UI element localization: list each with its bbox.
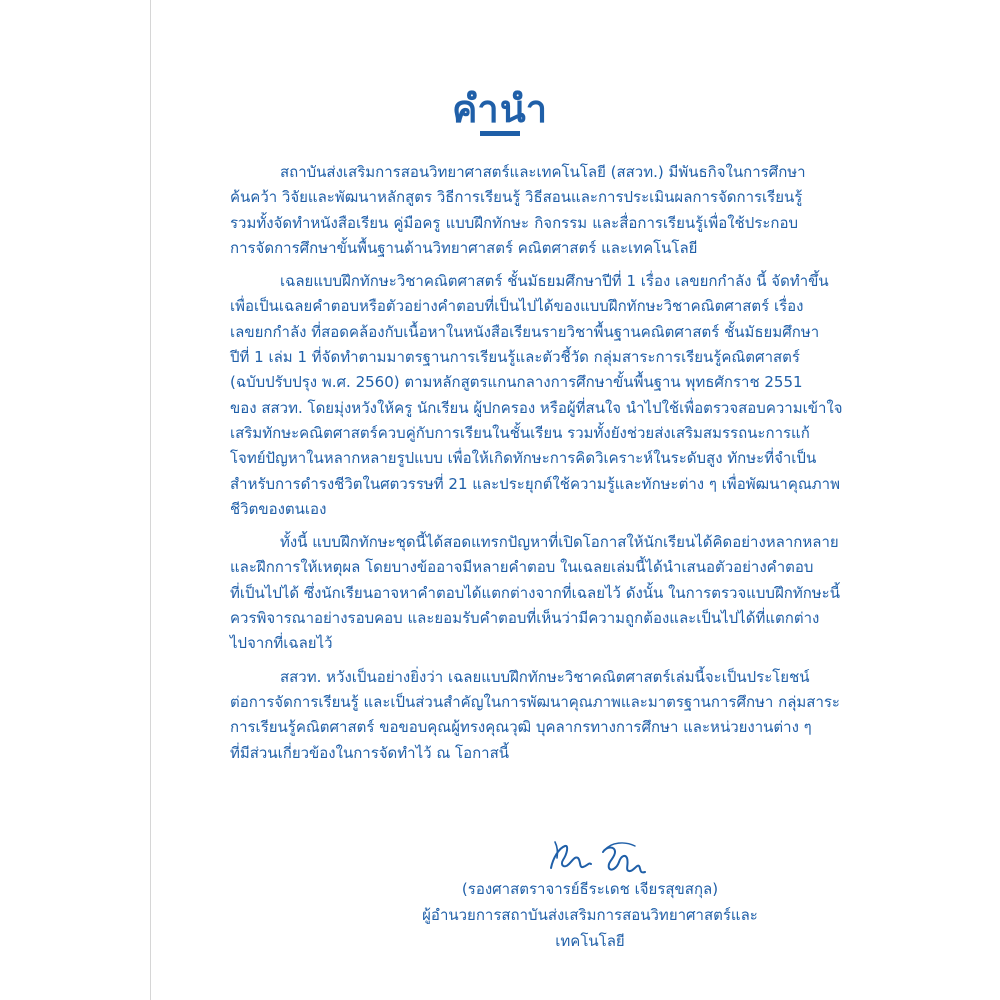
paragraph-line: การจัดการศึกษาขั้นพื้นฐานด้านวิทยาศาสตร์ คณิตศาสตร์ และเทคโนโลยี: [230, 238, 698, 257]
paragraph-line: (ฉบับปรับปรุง พ.ศ. 2560) ตามหลักสูตรแกนกลางการศึกษาขั้นพื้นฐาน พุทธศักราช 2551: [230, 373, 803, 392]
paragraph-line: เสริมทักษะคณิตศาสตร์ควบคู่กับการเรียนในชั้นเรียน รวมทั้งยังช่วยส่งเสริมสมรรถนะการแก้: [230, 423, 810, 442]
paragraph-line: สสวท. หวังเป็นอย่างยิ่งว่า เฉลยแบบฝึกทักษะวิชาคณิตศาสตร์เล่มนี้จะเป็นประโยชน์: [280, 667, 810, 686]
preface-body: [230, 160, 843, 766]
paragraph-line: ที่เป็นไปได้ ซึ่งนักเรียนอาจหาคำตอบได้แตกต่างจากที่เฉลยไว้ ดังนั้น ในการตรวจแบบฝึกทักษะนี้: [230, 583, 840, 602]
paragraph-line: ต่อการจัดการเรียนรู้ และเป็นส่วนสำคัญในการพัฒนาคุณภาพและมาตรฐานการศึกษา กลุ่มสาระ: [230, 692, 840, 711]
signer-position: ผู้อำนวยการสถาบันส่งเสริมการสอนวิทยาศาสตร์และเทคโนโลยี: [422, 906, 758, 950]
paragraph-line: ปีที่ 1 เล่ม 1 ที่จัดทำตามมาตรฐานการเรียนรู้และตัวชี้วัด กลุ่มสาระการเรียนรู้คณิตศาสตร์: [230, 348, 800, 367]
paragraph-line: ค้นคว้า วิจัยและพัฒนาหลักสูตร วิธีการเรียนรู้ วิธีสอนและการประเมินผลการจัดการเรียนรู้: [230, 188, 803, 207]
paragraph-line: ชีวิตของตนเอง: [230, 499, 327, 518]
paragraph-line: เพื่อเป็นเฉลยคำตอบหรือตัวอย่างคำตอบที่เป็นไปได้ของแบบฝึกทักษะวิชาคณิตศาสตร์ เรื่อง: [230, 297, 804, 316]
paragraph-line: ควรพิจารณาอย่างรอบคอบ และยอมรับคำตอบที่เห็นว่ามีความถูกต้องและเป็นไปได้ที่แตกต่าง: [230, 609, 820, 628]
paragraph-line: รวมทั้งจัดทำหนังสือเรียน คู่มือครู แบบฝึกทักษะ กิจกรรม และสื่อการเรียนรู้เพื่อใช้ประกอบ: [230, 213, 798, 232]
paragraph-line: เลขยกกำลัง ที่สอดคล้องกับเนื้อหาในหนังสือเรียนรายวิชาพื้นฐานคณิตศาสตร์ ชั้นมัธยมศึกษา: [230, 322, 820, 341]
paragraph-line: ไปจากที่เฉลยไว้: [230, 634, 333, 653]
page-title: คำนำ: [451, 87, 549, 131]
paragraph-line: และฝึกการให้เหตุผล โดยบางข้ออาจมีหลายคำตอบ ในเฉลยเล่มนี้ได้นำเสนอตัวอย่างคำตอบ: [230, 558, 814, 577]
paragraph-line: ทั้งนี้ แบบฝึกทักษะชุดนี้ได้สอดแทรกปัญหาที่เปิดโอกาสให้นักเรียนได้คิดอย่างหลากหลาย: [280, 533, 839, 552]
paragraph-line: ที่มีส่วนเกี่ยวข้องในการจัดทำไว้ ณ โอกาสนี้: [230, 743, 509, 762]
title-underline: [480, 131, 520, 136]
paragraph-line: การเรียนรู้คณิตศาสตร์ ขอขอบคุณผู้ทรงคุณวุฒิ บุคลากรทางการศึกษา และหน่วยงานต่าง ๆ: [230, 718, 812, 737]
paragraph-line: สำหรับการดำรงชีวิตในศตวรรษที่ 21 และประยุกต์ใช้ความรู้และทักษะต่าง ๆ เพื่อพัฒนาคุณภาพ: [230, 474, 840, 493]
handwritten-signature: [545, 838, 655, 878]
paragraph-line: สถาบันส่งเสริมการสอนวิทยาศาสตร์และเทคโนโลยี (สสวท.) มีพันธกิจในการศึกษา: [280, 163, 806, 181]
paragraph-line: ของ สสวท. โดยมุ่งหวังให้ครู นักเรียน ผู้ปกครอง หรือผู้ที่สนใจ นำไปใช้เพื่อตรวจสอบความเข้าใจ: [230, 398, 843, 417]
paragraph-line: เฉลยแบบฝึกทักษะวิชาคณิตศาสตร์ ชั้นมัธยมศึกษาปีที่ 1 เรื่อง เลขยกกำลัง นี้ จัดทำขึ้น: [280, 272, 829, 291]
paragraph-line: โจทย์ปัญหาในหลากหลายรูปแบบ เพื่อให้เกิดทักษะการคิดวิเคราะห์ในระดับสูง ทักษะที่จำเป็น: [230, 449, 817, 468]
signature-block: [400, 876, 780, 954]
signer-name: (รองศาสตราจารย์ธีระเดช เจียรสุขสกุล): [461, 880, 719, 898]
